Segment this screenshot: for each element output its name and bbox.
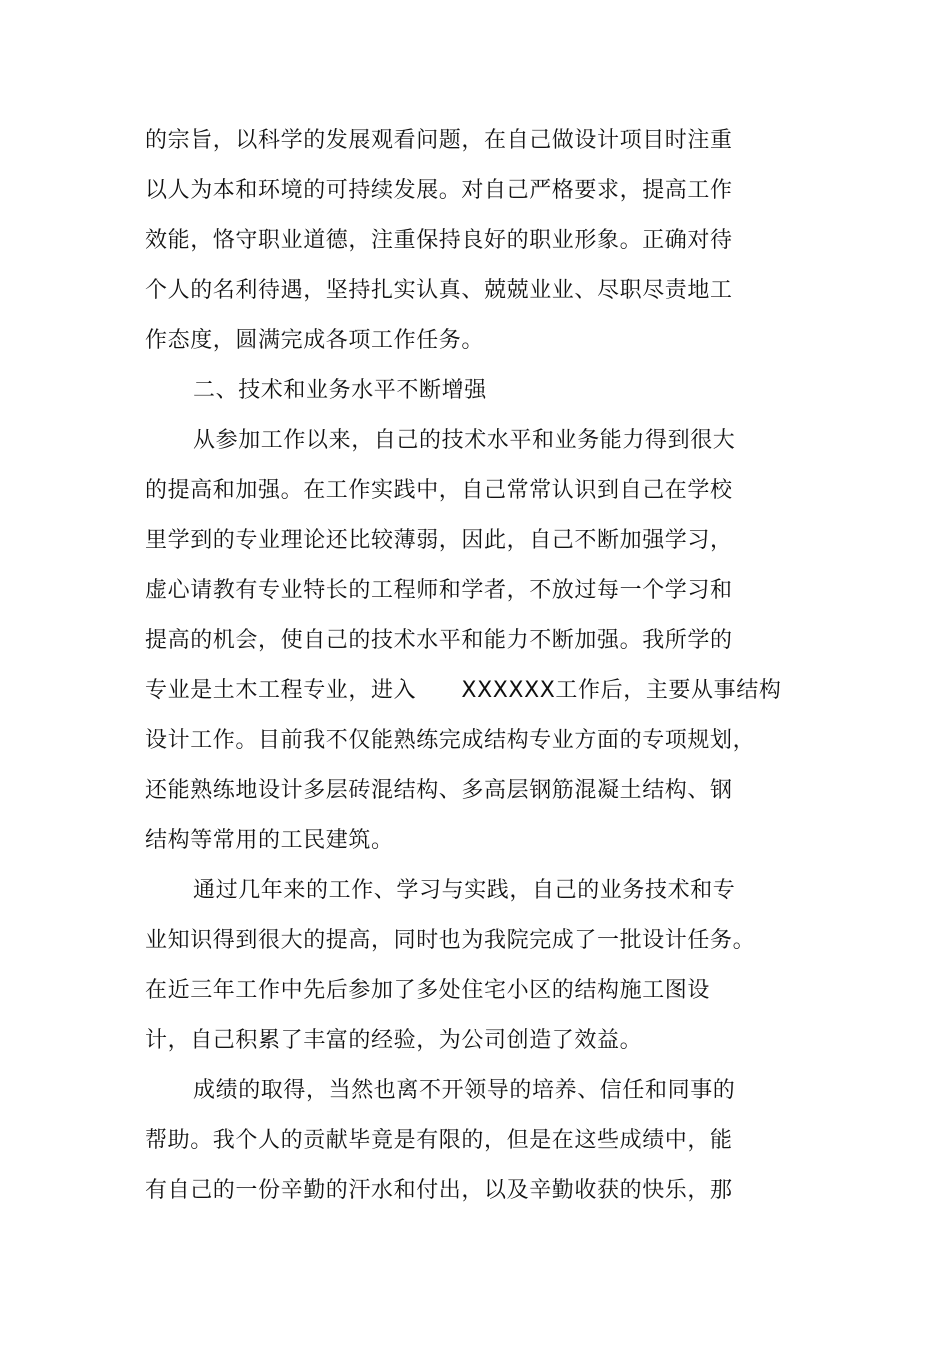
text-line: 专业是土木工程专业，进入 XXXXXX工作后，主要从事结构 (145, 678, 782, 703)
section-heading: 二、技术和业务水平不断增强 (193, 378, 487, 403)
text-line: 提高的机会，使自己的技术水平和能力不断加强。我所学的 (145, 628, 733, 653)
text-line: 成绩的取得，当然也离不开领导的培养、信任和同事的 (193, 1078, 736, 1103)
text-line: 业知识得到很大的提高，同时也为我院完成了一批设计任务。 (145, 928, 756, 953)
text-line: 的宗旨，以科学的发展观看问题，在自己做设计项目时注重 (145, 128, 733, 153)
text-line: 从参加工作以来，自己的技术水平和业务能力得到很大 (193, 428, 736, 453)
text-line: 还能熟练地设计多层砖混结构、多高层钢筋混凝土结构、钢 (145, 778, 733, 803)
text-line: 通过几年来的工作、学习与实践，自己的业务技术和专 (193, 878, 736, 903)
text-line: 结构等常用的工民建筑。 (145, 828, 394, 853)
text-line: 作态度，圆满完成各项工作任务。 (145, 328, 485, 353)
text-line: 个人的名利待遇，坚持扎实认真、兢兢业业、尽职尽责地工 (145, 278, 733, 303)
text-line: 有自己的一份辛勤的汗水和付出，以及辛勤收获的快乐，那 (145, 1178, 733, 1203)
text-line: 计，自己积累了丰富的经验，为公司创造了效益。 (145, 1028, 643, 1053)
text-line: 设计工作。目前我不仅能熟练完成结构专业方面的专项规划， (145, 728, 756, 753)
text-line: 里学到的专业理论还比较薄弱，因此，自己不断加强学习， (145, 528, 733, 553)
text-line: 的提高和加强。在工作实践中，自己常常认识到自己在学校 (145, 478, 733, 503)
text-line: 以人为本和环境的可持续发展。对自己严格要求，提高工作 (145, 178, 733, 203)
text-line: 在近三年工作中先后参加了多处住宅小区的结构施工图设 (145, 978, 711, 1003)
text-line: 效能，恪守职业道德，注重保持良好的职业形象。正确对待 (145, 228, 733, 253)
text-line: 虚心请教有专业特长的工程师和学者，不放过每一个学习和 (145, 578, 733, 603)
text-line: 帮助。我个人的贡献毕竟是有限的，但是在这些成绩中，能 (145, 1128, 733, 1153)
